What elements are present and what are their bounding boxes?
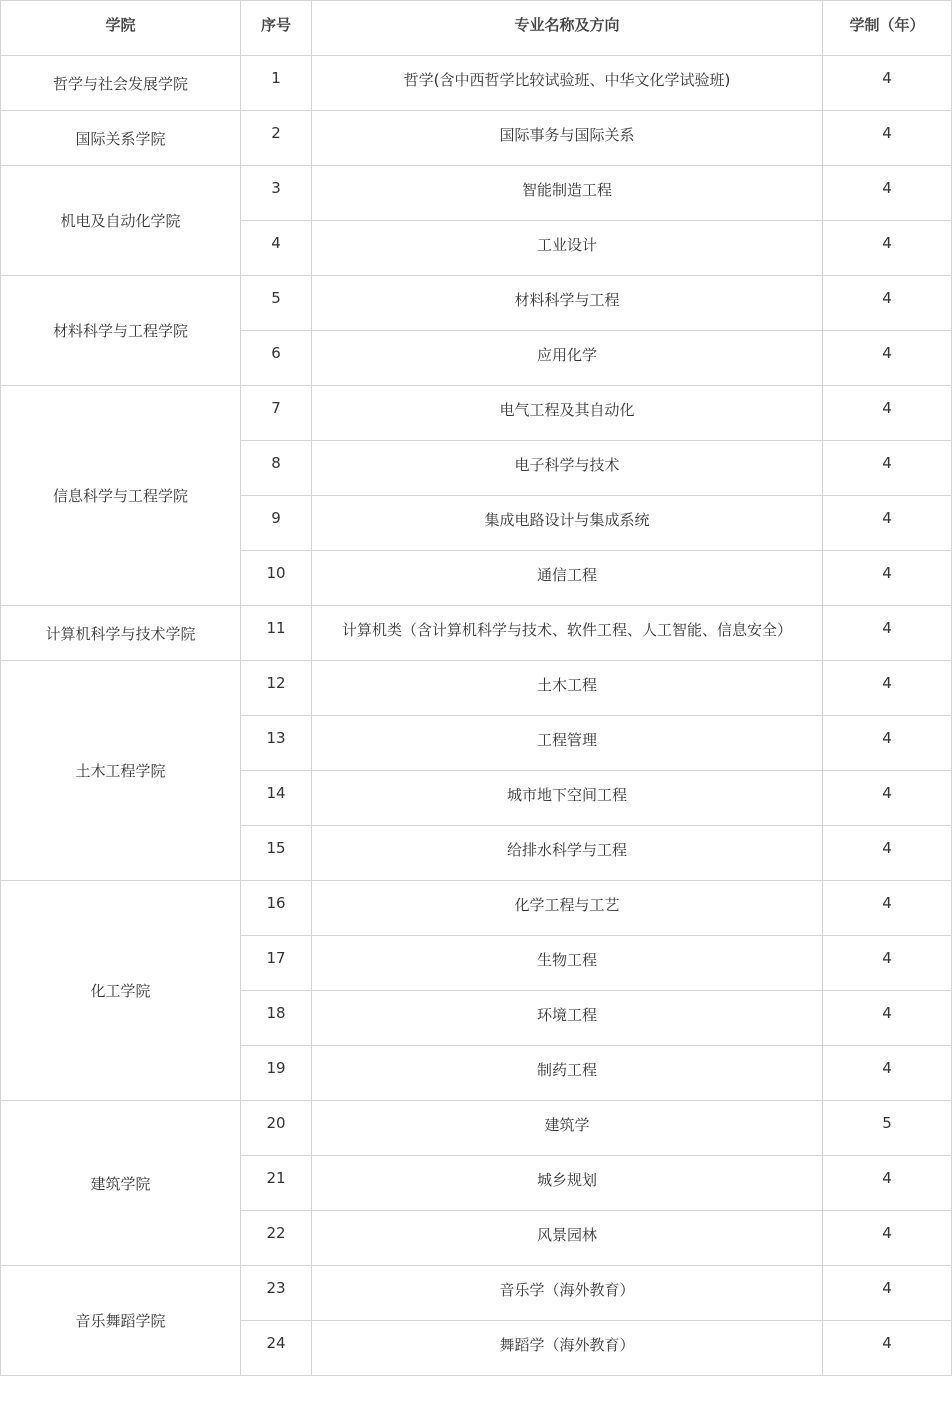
number-cell: 11 bbox=[241, 606, 312, 661]
table-row bbox=[1, 166, 952, 221]
major-cell: 国际事务与国际关系 bbox=[312, 111, 823, 166]
major-cell: 建筑学 bbox=[312, 1101, 823, 1156]
number-cell: 6 bbox=[241, 331, 312, 386]
major-cell: 工业设计 bbox=[312, 221, 823, 276]
major-cell: 化学工程与工艺 bbox=[312, 881, 823, 936]
years-cell: 4 bbox=[823, 826, 952, 881]
number-cell: 15 bbox=[241, 826, 312, 881]
years-cell: 4 bbox=[823, 1046, 952, 1101]
number-cell: 22 bbox=[241, 1211, 312, 1266]
major-cell: 城乡规划 bbox=[312, 1156, 823, 1211]
number-cell: 1 bbox=[241, 56, 312, 111]
major-cell: 舞蹈学（海外教育） bbox=[312, 1321, 823, 1376]
years-cell: 4 bbox=[823, 496, 952, 551]
college-cell: 土木工程学院 bbox=[1, 661, 241, 881]
number-cell: 14 bbox=[241, 771, 312, 826]
number-cell: 17 bbox=[241, 936, 312, 991]
years-cell: 4 bbox=[823, 1211, 952, 1266]
table-body bbox=[1, 56, 952, 1376]
years-cell: 4 bbox=[823, 936, 952, 991]
college-cell: 信息科学与工程学院 bbox=[1, 386, 241, 606]
table-row bbox=[1, 56, 952, 111]
years-cell: 4 bbox=[823, 386, 952, 441]
table-row bbox=[1, 386, 952, 441]
number-cell: 12 bbox=[241, 661, 312, 716]
major-cell: 集成电路设计与集成系统 bbox=[312, 496, 823, 551]
table-row bbox=[1, 111, 952, 166]
college-cell: 材料科学与工程学院 bbox=[1, 276, 241, 386]
number-cell: 7 bbox=[241, 386, 312, 441]
number-cell: 9 bbox=[241, 496, 312, 551]
years-cell: 4 bbox=[823, 991, 952, 1046]
header-years: 学制（年） bbox=[823, 1, 952, 56]
major-cell: 给排水科学与工程 bbox=[312, 826, 823, 881]
table-row bbox=[1, 1101, 952, 1156]
number-cell: 23 bbox=[241, 1266, 312, 1321]
years-cell: 4 bbox=[823, 56, 952, 111]
number-cell: 10 bbox=[241, 551, 312, 606]
number-cell: 20 bbox=[241, 1101, 312, 1156]
major-cell: 城市地下空间工程 bbox=[312, 771, 823, 826]
number-cell: 18 bbox=[241, 991, 312, 1046]
years-cell: 4 bbox=[823, 1156, 952, 1211]
years-cell: 4 bbox=[823, 661, 952, 716]
major-cell: 电子科学与技术 bbox=[312, 441, 823, 496]
table-row bbox=[1, 606, 952, 661]
years-cell: 4 bbox=[823, 331, 952, 386]
years-cell: 5 bbox=[823, 1101, 952, 1156]
major-cell: 计算机类（含计算机科学与技术、软件工程、人工智能、信息安全） bbox=[312, 606, 823, 661]
years-cell: 4 bbox=[823, 551, 952, 606]
college-cell: 国际关系学院 bbox=[1, 111, 241, 166]
table-row bbox=[1, 881, 952, 936]
years-cell: 4 bbox=[823, 1321, 952, 1376]
major-cell: 环境工程 bbox=[312, 991, 823, 1046]
number-cell: 8 bbox=[241, 441, 312, 496]
years-cell: 4 bbox=[823, 1266, 952, 1321]
years-cell: 4 bbox=[823, 441, 952, 496]
major-cell: 应用化学 bbox=[312, 331, 823, 386]
header-college: 学院 bbox=[1, 1, 241, 56]
college-cell: 建筑学院 bbox=[1, 1101, 241, 1266]
years-cell: 4 bbox=[823, 166, 952, 221]
years-cell: 4 bbox=[823, 771, 952, 826]
number-cell: 19 bbox=[241, 1046, 312, 1101]
years-cell: 4 bbox=[823, 881, 952, 936]
major-cell: 风景园林 bbox=[312, 1211, 823, 1266]
years-cell: 4 bbox=[823, 111, 952, 166]
major-cell: 土木工程 bbox=[312, 661, 823, 716]
years-cell: 4 bbox=[823, 221, 952, 276]
table-row bbox=[1, 276, 952, 331]
number-cell: 13 bbox=[241, 716, 312, 771]
table-row bbox=[1, 661, 952, 716]
number-cell: 3 bbox=[241, 166, 312, 221]
major-cell: 智能制造工程 bbox=[312, 166, 823, 221]
major-cell: 材料科学与工程 bbox=[312, 276, 823, 331]
years-cell: 4 bbox=[823, 606, 952, 661]
major-cell: 哲学(含中西哲学比较试验班、中华文化学试验班) bbox=[312, 56, 823, 111]
number-cell: 24 bbox=[241, 1321, 312, 1376]
years-cell: 4 bbox=[823, 276, 952, 331]
major-cell: 音乐学（海外教育） bbox=[312, 1266, 823, 1321]
major-cell: 制药工程 bbox=[312, 1046, 823, 1101]
college-cell: 音乐舞蹈学院 bbox=[1, 1266, 241, 1376]
number-cell: 2 bbox=[241, 111, 312, 166]
number-cell: 4 bbox=[241, 221, 312, 276]
major-cell: 电气工程及其自动化 bbox=[312, 386, 823, 441]
college-cell: 计算机科学与技术学院 bbox=[1, 606, 241, 661]
years-cell: 4 bbox=[823, 716, 952, 771]
major-cell: 通信工程 bbox=[312, 551, 823, 606]
header-row bbox=[1, 1, 952, 56]
number-cell: 21 bbox=[241, 1156, 312, 1211]
header-number: 序号 bbox=[241, 1, 312, 56]
table-row bbox=[1, 1266, 952, 1321]
college-cell: 机电及自动化学院 bbox=[1, 166, 241, 276]
number-cell: 5 bbox=[241, 276, 312, 331]
number-cell: 16 bbox=[241, 881, 312, 936]
major-cell: 工程管理 bbox=[312, 716, 823, 771]
major-cell: 生物工程 bbox=[312, 936, 823, 991]
college-cell: 哲学与社会发展学院 bbox=[1, 56, 241, 111]
college-cell: 化工学院 bbox=[1, 881, 241, 1101]
header-major: 专业名称及方向 bbox=[312, 1, 823, 56]
